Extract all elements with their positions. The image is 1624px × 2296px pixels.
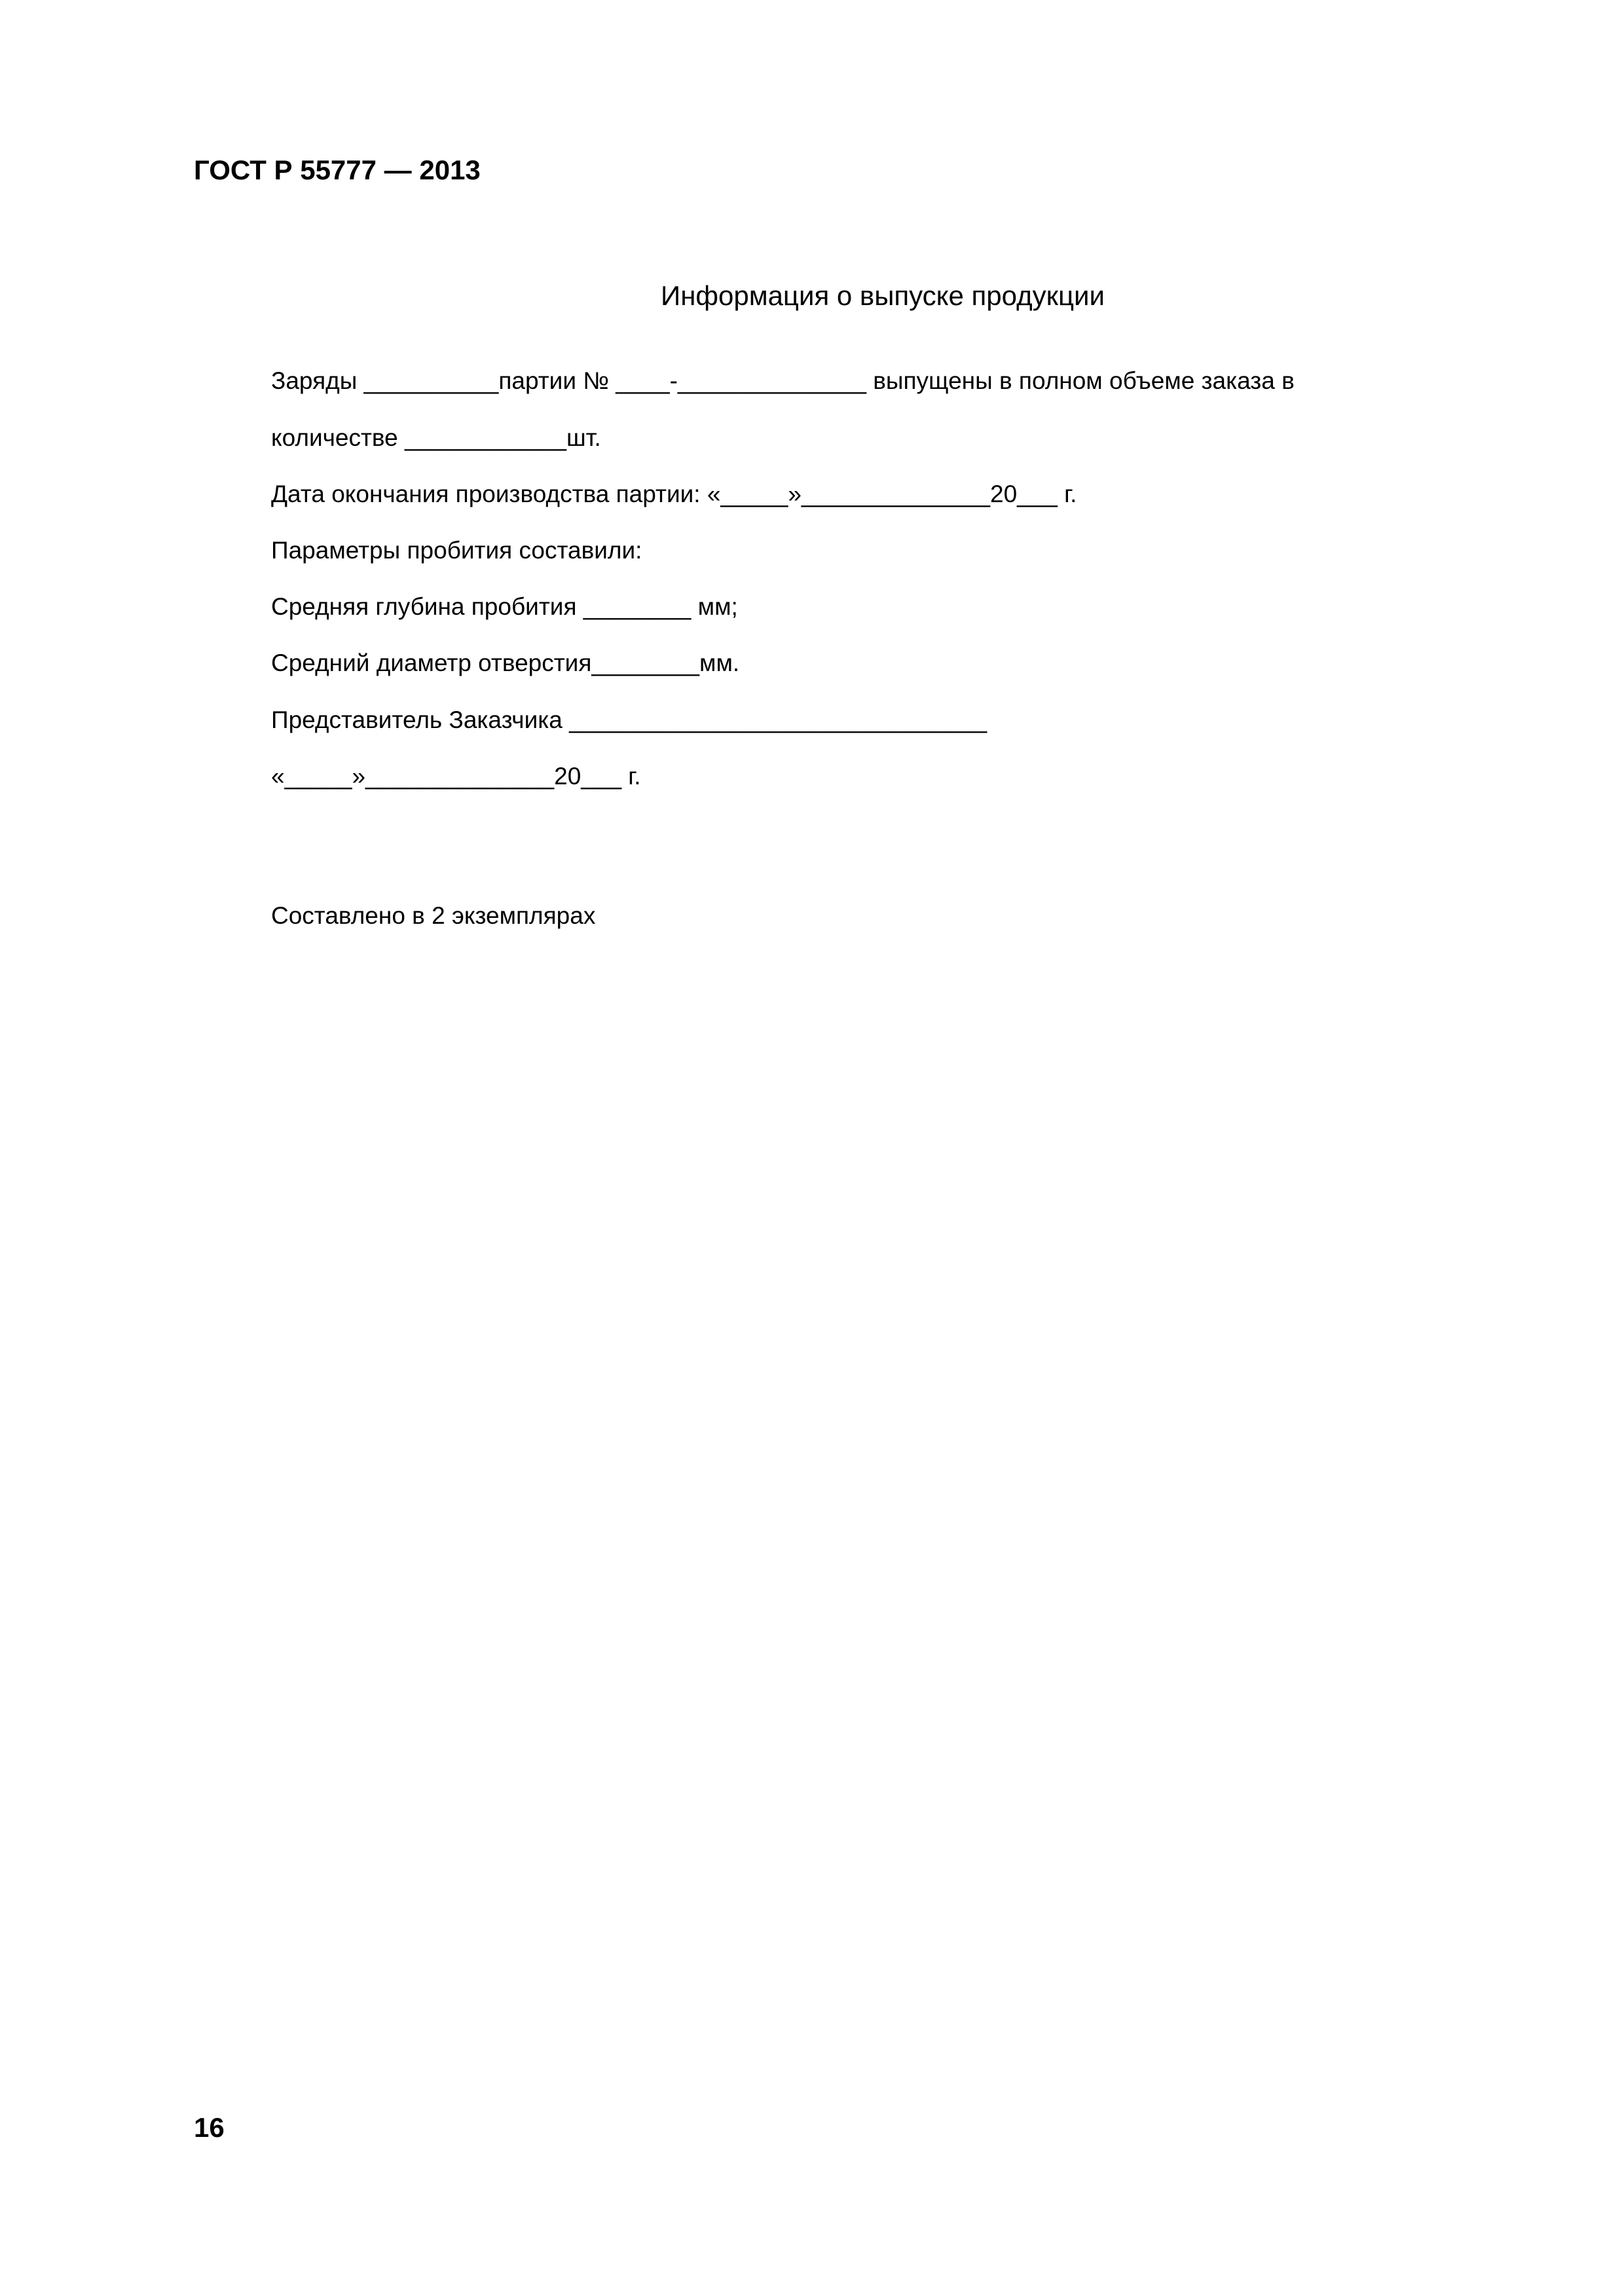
penetration-params-heading: Параметры пробития составили: <box>271 537 642 564</box>
document-title: Информация о выпуске продукции <box>661 280 1105 311</box>
production-end-date-line: Дата окончания производства партии: «_____»______________20___ г. <box>271 481 1077 507</box>
signature-date-line: «_____»______________20___ г. <box>271 763 641 790</box>
customer-representative-line: Представитель Заказчика _______________________________ <box>271 706 987 733</box>
average-penetration-depth-line: Средняя глубина пробития ________ мм; <box>271 593 738 620</box>
page-number: 16 <box>194 2112 225 2143</box>
quantity-line: количестве ____________шт. <box>271 424 601 451</box>
copies-count-line: Составлено в 2 экземплярах <box>271 902 596 929</box>
standard-code-header: ГОСТ Р 55777 — 2013 <box>194 155 481 185</box>
average-hole-diameter-line: Средний диаметр отверстия________мм. <box>271 649 740 676</box>
charges-batch-line: Заряды __________партии № ____-______________ выпущены в полном объеме заказа в <box>271 367 1295 394</box>
